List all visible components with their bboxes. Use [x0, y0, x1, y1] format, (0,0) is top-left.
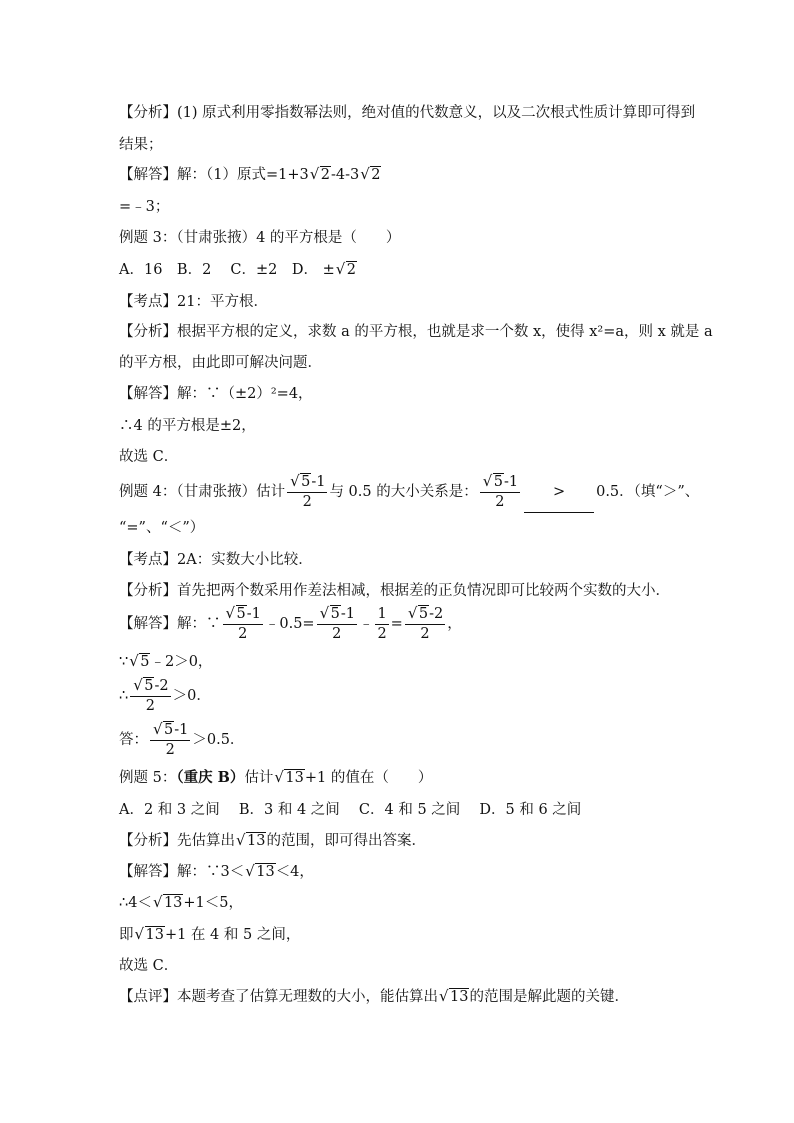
sqrt-13: √ 13 — [152, 893, 183, 911]
example-4-solution-2: ∵ √ 5﹣2＞0， — [119, 652, 213, 670]
example-4-question-cont: “=”、“＜”） — [119, 520, 205, 536]
fraction: √ 5-2 2 — [405, 605, 445, 643]
example-3-question: 例题 3：（甘肃张掖）4 的平方根是（ ） — [119, 230, 401, 246]
example-5-question: 例题 5：（重庆 B）估计 √ 13+1 的值在（ ） — [119, 768, 433, 786]
analysis-line-2: 结果； — [119, 137, 163, 153]
sqrt-2: √ 2 — [335, 260, 356, 278]
sqrt-2: √ 2 — [360, 165, 381, 183]
example-3-options: A．16 B．2 C．±2 D． ± √ 2 — [119, 260, 356, 278]
example-5-analysis: 【分析】先估算出 √ 13的范围，即可得出答案． — [119, 831, 426, 849]
example-3-point: 【考点】21：平方根． — [119, 294, 268, 310]
example-4-question: 例题 4：（甘肃张掖）估计 √ 5-1 2 与 0.5 的大小关系是： √ 5-1 2 > 0.5．（填“＞”、 — [119, 472, 699, 513]
example-3-solution-2: ∴4 的平方根是±2， — [119, 418, 256, 434]
example-5-options: A．2 和 3 之间 B．3 和 4 之间 C．4 和 5 之间 D．5 和 6 之间 — [119, 802, 582, 818]
example-3-choice: 故选 C． — [119, 449, 179, 465]
example-4-answer: 答： √ 5-1 2 ＞0.5． — [119, 720, 245, 758]
answer-blank: > — [524, 472, 594, 513]
example-4-point: 【考点】2A：实数大小比较． — [119, 552, 313, 568]
example-5-comment: 【点评】本题考查了估算无理数的大小，能估算出 √ 13的范围是解此题的关键． — [119, 987, 629, 1005]
solution-line-1: 【解答】解：（1）原式=1+3 √ 2-4-3 √ 2 — [119, 165, 381, 183]
fraction-half: $\frac{1}{2}$ — [377, 606, 387, 642]
example-5-solution-2: ∴4＜ √ 13+1＜5， — [119, 893, 244, 911]
sqrt-2: √ 2 — [309, 165, 330, 183]
fraction: √ 5-2 2 — [130, 677, 170, 715]
sqrt-13: √ 13 — [439, 987, 469, 1005]
fraction: √ 5-1 2 — [287, 473, 327, 511]
example-4-solution-1: 【解答】解：∵ √ 5-1 2 ﹣0.5= √ 5-1 2 ﹣ $\frac{1}{2}$ = √ 5-2 2 ， — [119, 604, 462, 642]
example-5-solution-1: 【解答】解：∵3＜ √ 13＜4， — [119, 862, 314, 880]
fraction: √ 5-1 2 — [480, 473, 520, 511]
example-3-solution-1: 【解答】解：∵（±2）²=4， — [119, 386, 313, 402]
analysis-line-1: 【分析】(1) 原式利用零指数幂法则，绝对值的代数意义，以及二次根式性质计算即可得到 — [119, 105, 696, 121]
sqrt-13: √ 13 — [274, 768, 304, 786]
sqrt-13: √ 13 — [245, 862, 275, 880]
result-line: =﹣3； — [119, 199, 170, 215]
example-5-solution-3: 即 √ 13+1 在 4 和 5 之间， — [119, 925, 301, 943]
example-5-choice: 故选 C． — [119, 958, 179, 974]
fraction: √ 5-1 2 — [150, 721, 190, 759]
example-4-analysis: 【分析】首先把两个数采用作差法相减，根据差的正负情况即可比较两个实数的大小． — [119, 583, 670, 599]
example-3-analysis-2: 的平方根，由此即可解决问题． — [119, 355, 322, 371]
example-4-solution-3: ∴ √ 5-2 2 ＞0． — [119, 676, 211, 714]
sqrt-13: √ 13 — [236, 831, 266, 849]
example-3-analysis-1: 【分析】根据平方根的定义，求数 a 的平方根，也就是求一个数 x，使得 x²=a，则 x 就是 a — [119, 324, 713, 340]
fraction: √ 5-1 2 — [317, 605, 357, 643]
sqrt-13: √ 13 — [134, 925, 164, 943]
sqrt-5: √ 5 — [129, 652, 150, 670]
fraction: √ 5-1 2 — [223, 605, 263, 643]
